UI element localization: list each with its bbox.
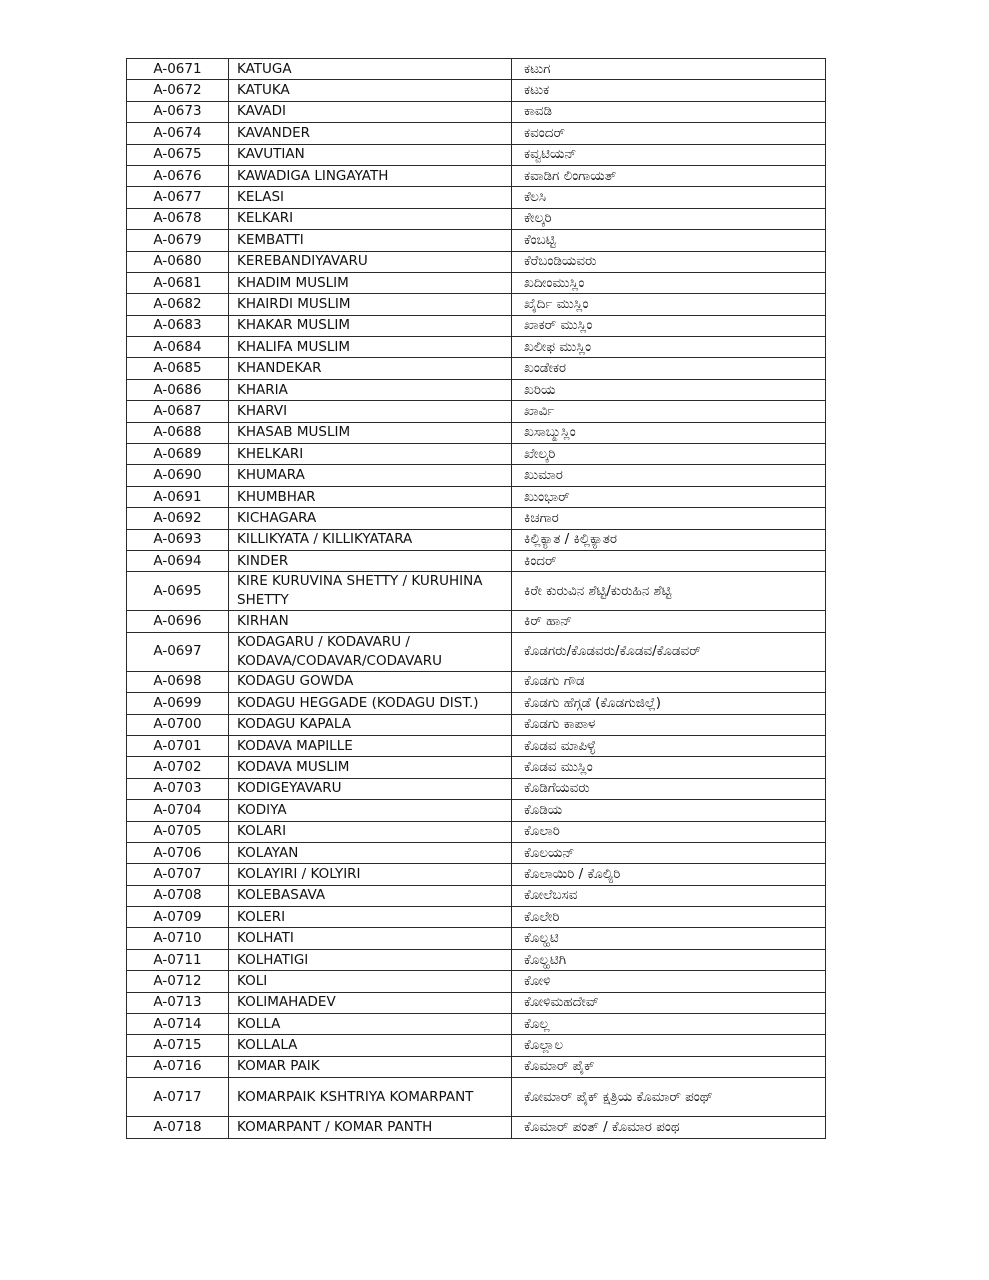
table-row — [127, 907, 826, 928]
caste-name-kannada-cell: ಖರಿಯ — [512, 379, 826, 400]
caste-name-kannada-cell: ಕಿರೇ ಕುರುವಿನ ಶೆಟ್ಟಿ/ಕುರುಹಿನ ಶೆಟ್ಟಿ — [512, 572, 826, 611]
caste-name-english-cell: KHAIRDI MUSLIM — [229, 294, 512, 315]
caste-code-cell: A-0696 — [127, 611, 229, 632]
caste-name-english-cell: KIRHAN — [229, 611, 512, 632]
caste-name-kannada-cell: ಖಾರ್ವಿ — [512, 401, 826, 422]
caste-name-english-cell: KHUMBHAR — [229, 486, 512, 507]
caste-table-body — [127, 59, 826, 1139]
caste-name-kannada-cell: ಕೊಡಗರು/ಕೊಡವರು/ಕೊಡವ/ಕೊಡವರ್ — [512, 632, 826, 671]
caste-name-kannada-cell: ಕೊಲ್ಲಾಲ — [512, 1035, 826, 1056]
caste-code-cell: A-0671 — [127, 59, 229, 80]
table-row — [127, 885, 826, 906]
caste-name-english-cell: KODIGEYAVARU — [229, 778, 512, 799]
table-row — [127, 821, 826, 842]
caste-name-kannada-cell: ಖಾಕರ್ ಮುಸ್ಲಿಂ — [512, 315, 826, 336]
caste-code-cell: A-0705 — [127, 821, 229, 842]
caste-name-kannada-cell: ಕೊಡವ ಮುಸ್ಲಿಂ — [512, 757, 826, 778]
table-row — [127, 165, 826, 186]
caste-name-english-cell: KHALIFA MUSLIM — [229, 337, 512, 358]
caste-name-kannada-cell: ಕೊಡವ ಮಾಪಿಳ್ಳೆ — [512, 735, 826, 756]
table-row — [127, 465, 826, 486]
table-row — [127, 928, 826, 949]
caste-code-cell: A-0695 — [127, 572, 229, 611]
caste-name-english-cell: KOMAR PAIK — [229, 1056, 512, 1077]
caste-name-kannada-cell: ಕಾವಡಿ — [512, 101, 826, 122]
table-row — [127, 757, 826, 778]
caste-name-kannada-cell: ಕೊಡಗು ಗೌಡ — [512, 671, 826, 692]
caste-name-english-cell: KHADIM MUSLIM — [229, 272, 512, 293]
table-row — [127, 842, 826, 863]
caste-name-english-cell: KEREBANDIYAVARU — [229, 251, 512, 272]
caste-name-english-cell: KOLARI — [229, 821, 512, 842]
caste-name-kannada-cell: ಖದೀಂಮುಸ್ಲಿಂ — [512, 272, 826, 293]
caste-name-kannada-cell: ಕೊಲ್ಹಟಿಗಿ — [512, 949, 826, 970]
caste-name-kannada-cell: ಖಸಾಬ್ಮುಸ್ಲಿಂ — [512, 422, 826, 443]
table-row — [127, 315, 826, 336]
table-row — [127, 444, 826, 465]
caste-name-english-cell: KAWADIGA LINGAYATH — [229, 165, 512, 186]
caste-code-cell: A-0715 — [127, 1035, 229, 1056]
caste-code-cell: A-0706 — [127, 842, 229, 863]
caste-code-cell: A-0672 — [127, 80, 229, 101]
caste-code-cell: A-0702 — [127, 757, 229, 778]
caste-code-cell: A-0704 — [127, 800, 229, 821]
caste-name-english-cell: KOLEBASAVA — [229, 885, 512, 906]
caste-code-cell: A-0678 — [127, 208, 229, 229]
caste-code-cell: A-0688 — [127, 422, 229, 443]
table-row — [127, 230, 826, 251]
table-row — [127, 550, 826, 571]
table-row — [127, 123, 826, 144]
table-row — [127, 1014, 826, 1035]
caste-name-english-cell: KHARVI — [229, 401, 512, 422]
table-row — [127, 272, 826, 293]
caste-name-kannada-cell: ಕಟುಗ — [512, 59, 826, 80]
caste-name-english-cell: KEMBATTI — [229, 230, 512, 251]
caste-name-kannada-cell: ಕಿರ್ ಹಾನ್ — [512, 611, 826, 632]
caste-name-kannada-cell: ಕೋಳಿ — [512, 971, 826, 992]
caste-code-cell: A-0700 — [127, 714, 229, 735]
caste-name-kannada-cell: ಕೊಮಾರ್ ಪಂತ್ / ಕೊಮಾರ ಪಂಥ — [512, 1117, 826, 1138]
table-row — [127, 1117, 826, 1138]
caste-name-kannada-cell: ಕೊಡಗು ಕಾಪಾಳ — [512, 714, 826, 735]
table-row — [127, 949, 826, 970]
caste-name-kannada-cell: ಕೊಡಿಗೆಯವರು — [512, 778, 826, 799]
caste-name-english-cell: KILLIKYATA / KILLIKYATARA — [229, 529, 512, 550]
caste-name-kannada-cell: ಖೈರ್ದಿ ಮುಸ್ಲಿಂ — [512, 294, 826, 315]
caste-code-cell: A-0716 — [127, 1056, 229, 1077]
table-row — [127, 101, 826, 122]
caste-name-english-cell: KINDER — [229, 550, 512, 571]
table-row — [127, 529, 826, 550]
caste-name-kannada-cell: ಕೋಲೆಬಸವ — [512, 885, 826, 906]
caste-code-cell: A-0684 — [127, 337, 229, 358]
caste-code-cell: A-0717 — [127, 1078, 229, 1117]
table-row — [127, 778, 826, 799]
caste-name-english-cell: KODIYA — [229, 800, 512, 821]
caste-name-english-cell: KHANDEKAR — [229, 358, 512, 379]
caste-code-cell: A-0694 — [127, 550, 229, 571]
caste-name-english-cell: KOLLALA — [229, 1035, 512, 1056]
table-row — [127, 1035, 826, 1056]
caste-name-kannada-cell: ಖುಂಭಾರ್ — [512, 486, 826, 507]
caste-code-cell: A-0682 — [127, 294, 229, 315]
caste-name-english-cell: KHAKAR MUSLIM — [229, 315, 512, 336]
caste-name-english-cell: KODAGU HEGGADE (KODAGU DIST.) — [229, 693, 512, 714]
caste-code-cell: A-0698 — [127, 671, 229, 692]
table-row — [127, 572, 826, 611]
caste-name-kannada-cell: ಕೊಡಿಯ — [512, 800, 826, 821]
caste-name-kannada-cell: ಕೆಲಸಿ — [512, 187, 826, 208]
caste-code-cell: A-0679 — [127, 230, 229, 251]
caste-name-english-cell: KOLERI — [229, 907, 512, 928]
caste-name-english-cell: KOMARPAIK KSHTRIYA KOMARPANT — [229, 1078, 512, 1117]
caste-name-kannada-cell: ಕಿಂದರ್ — [512, 550, 826, 571]
table-row — [127, 611, 826, 632]
caste-name-kannada-cell: ಕಿಲ್ಲಿಕ್ಯಾತ / ಕಿಲ್ಲಿಕ್ಯಾತರ — [512, 529, 826, 550]
caste-code-cell: A-0701 — [127, 735, 229, 756]
caste-name-kannada-cell: ಕೆರೆಬಂಡಿಯವರು — [512, 251, 826, 272]
caste-name-kannada-cell: ಕೊಲ್ಹಟಿ — [512, 928, 826, 949]
table-row — [127, 358, 826, 379]
caste-name-kannada-cell: ಕೊಲಯನ್ — [512, 842, 826, 863]
table-row — [127, 735, 826, 756]
table-row — [127, 714, 826, 735]
caste-table — [126, 58, 826, 1139]
caste-code-cell: A-0686 — [127, 379, 229, 400]
caste-name-kannada-cell: ಕೊಲಾರಿ — [512, 821, 826, 842]
table-row — [127, 59, 826, 80]
caste-name-english-cell: KOLHATIGI — [229, 949, 512, 970]
caste-name-kannada-cell: ಖಂಡೇಕರ — [512, 358, 826, 379]
table-row — [127, 671, 826, 692]
caste-name-english-cell: KELKARI — [229, 208, 512, 229]
caste-name-english-cell: KODAVA MUSLIM — [229, 757, 512, 778]
caste-name-english-cell: KOLLA — [229, 1014, 512, 1035]
caste-name-english-cell: KHUMARA — [229, 465, 512, 486]
caste-name-english-cell: KAVUTIAN — [229, 144, 512, 165]
caste-code-cell: A-0683 — [127, 315, 229, 336]
caste-name-kannada-cell: ಕೊಲ್ಲ — [512, 1014, 826, 1035]
caste-name-english-cell: KOMARPANT / KOMAR PANTH — [229, 1117, 512, 1138]
table-row — [127, 864, 826, 885]
caste-name-kannada-cell: ಕವ್ವಟಿಯನ್ — [512, 144, 826, 165]
caste-name-kannada-cell: ಕೋಮಾರ್ ಪೈಕ್ ಕ್ಷತ್ರಿಯ ಕೊಮಾರ್ ಪಂಥ್ — [512, 1078, 826, 1117]
caste-code-cell: A-0713 — [127, 992, 229, 1013]
caste-name-english-cell: KAVANDER — [229, 123, 512, 144]
caste-name-english-cell: KODAVA MAPILLE — [229, 735, 512, 756]
caste-name-kannada-cell: ಖಲೀಫ ಮುಸ್ಲಿಂ — [512, 337, 826, 358]
caste-name-kannada-cell: ಕಟುಕ — [512, 80, 826, 101]
caste-code-cell: A-0711 — [127, 949, 229, 970]
caste-code-cell: A-0687 — [127, 401, 229, 422]
table-row — [127, 1078, 826, 1117]
caste-name-english-cell: KELASI — [229, 187, 512, 208]
caste-code-cell: A-0691 — [127, 486, 229, 507]
caste-code-cell: A-0699 — [127, 693, 229, 714]
caste-name-kannada-cell: ಕವಾಡಿಗ ಲಿಂಗಾಯತ್ — [512, 165, 826, 186]
table-row — [127, 401, 826, 422]
table-row — [127, 187, 826, 208]
table-row — [127, 294, 826, 315]
caste-code-cell: A-0708 — [127, 885, 229, 906]
table-row — [127, 80, 826, 101]
caste-name-english-cell: KOLHATI — [229, 928, 512, 949]
caste-name-kannada-cell: ಕವಂದರ್ — [512, 123, 826, 144]
caste-code-cell: A-0685 — [127, 358, 229, 379]
table-row — [127, 144, 826, 165]
caste-code-cell: A-0710 — [127, 928, 229, 949]
caste-name-kannada-cell: ಕೇಲ್ಕರಿ — [512, 208, 826, 229]
caste-name-english-cell: KODAGU KAPALA — [229, 714, 512, 735]
caste-name-english-cell: KATUKA — [229, 80, 512, 101]
table-row — [127, 208, 826, 229]
caste-code-cell: A-0714 — [127, 1014, 229, 1035]
caste-name-kannada-cell: ಕಿಚಗಾರ — [512, 508, 826, 529]
caste-code-cell: A-0680 — [127, 251, 229, 272]
caste-name-english-cell: KOLIMAHADEV — [229, 992, 512, 1013]
table-row — [127, 992, 826, 1013]
caste-name-kannada-cell: ಖುಮಾರ — [512, 465, 826, 486]
caste-code-cell: A-0689 — [127, 444, 229, 465]
table-row — [127, 379, 826, 400]
caste-name-english-cell: KOLAYIRI / KOLYIRI — [229, 864, 512, 885]
caste-name-kannada-cell: ಕೊಡಗು ಹೆಗ್ಗಡೆ (ಕೊಡಗುಜಿಲ್ಲೆ) — [512, 693, 826, 714]
table-row — [127, 1056, 826, 1077]
caste-code-cell: A-0693 — [127, 529, 229, 550]
caste-name-english-cell: KICHAGARA — [229, 508, 512, 529]
caste-code-cell: A-0673 — [127, 101, 229, 122]
caste-code-cell: A-0681 — [127, 272, 229, 293]
table-row — [127, 251, 826, 272]
caste-name-english-cell: KOLI — [229, 971, 512, 992]
table-row — [127, 971, 826, 992]
caste-code-cell: A-0676 — [127, 165, 229, 186]
caste-code-cell: A-0674 — [127, 123, 229, 144]
table-row — [127, 337, 826, 358]
caste-name-english-cell: KATUGA — [229, 59, 512, 80]
caste-code-cell: A-0707 — [127, 864, 229, 885]
table-row — [127, 632, 826, 671]
caste-name-english-cell: KHASAB MUSLIM — [229, 422, 512, 443]
caste-name-kannada-cell: ಕೊಲಾಯಿರಿ / ಕೊಲ್ಯಿರಿ — [512, 864, 826, 885]
caste-code-cell: A-0675 — [127, 144, 229, 165]
caste-name-english-cell: KHELKARI — [229, 444, 512, 465]
caste-name-english-cell: KODAGU GOWDA — [229, 671, 512, 692]
table-row — [127, 693, 826, 714]
caste-code-cell: A-0690 — [127, 465, 229, 486]
caste-name-kannada-cell: ಕೊಮಾರ್ ಪೈಕ್ — [512, 1056, 826, 1077]
caste-code-cell: A-0718 — [127, 1117, 229, 1138]
caste-name-kannada-cell: ಕೋಳಿಮಹದೇವ್ — [512, 992, 826, 1013]
table-row — [127, 800, 826, 821]
table-row — [127, 486, 826, 507]
caste-name-english-cell: KIRE KURUVINA SHETTY / KURUHINA SHETTY — [229, 572, 512, 611]
caste-code-cell: A-0703 — [127, 778, 229, 799]
caste-name-kannada-cell: ಕೆಂಬಟ್ಟಿ — [512, 230, 826, 251]
caste-code-cell: A-0709 — [127, 907, 229, 928]
caste-code-cell: A-0677 — [127, 187, 229, 208]
caste-name-kannada-cell: ಖೇಲ್ಕರಿ — [512, 444, 826, 465]
caste-code-cell: A-0692 — [127, 508, 229, 529]
caste-code-cell: A-0697 — [127, 632, 229, 671]
caste-code-cell: A-0712 — [127, 971, 229, 992]
caste-name-english-cell: KAVADI — [229, 101, 512, 122]
caste-name-english-cell: KODAGARU / KODAVARU / KODAVA/CODAVAR/CODAVARU — [229, 632, 512, 671]
table-row — [127, 422, 826, 443]
caste-name-english-cell: KHARIA — [229, 379, 512, 400]
caste-name-english-cell: KOLAYAN — [229, 842, 512, 863]
table-row — [127, 508, 826, 529]
caste-name-kannada-cell: ಕೊಲೇರಿ — [512, 907, 826, 928]
